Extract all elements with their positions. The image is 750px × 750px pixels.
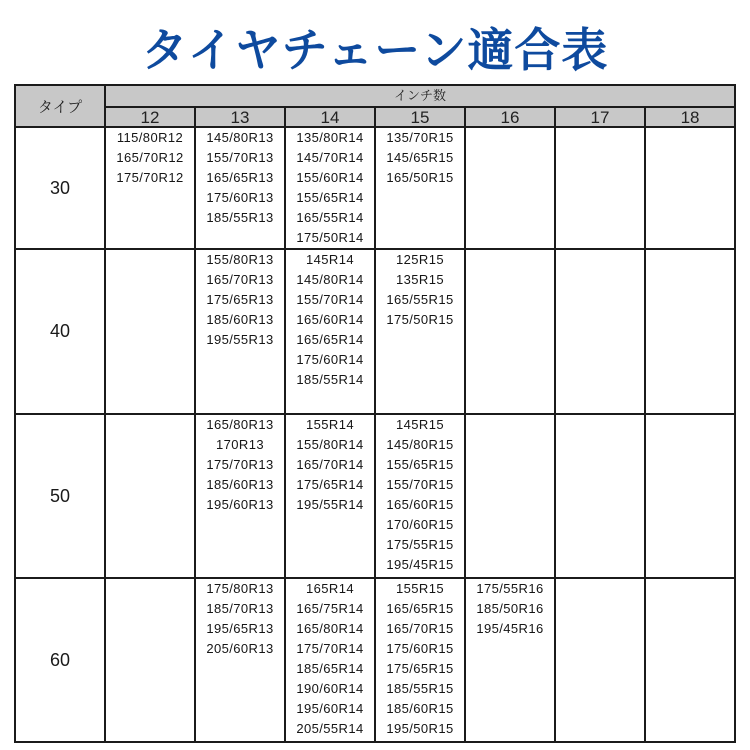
size-cell-40-15 bbox=[375, 249, 465, 414]
size-cell-40-17 bbox=[555, 249, 645, 414]
tire-size: 195/60R14 bbox=[296, 701, 364, 716]
tire-size: 170/60R15 bbox=[386, 517, 454, 532]
inch-header-15: 15 bbox=[375, 107, 465, 127]
size-cell-60-14 bbox=[285, 578, 375, 742]
table-body bbox=[15, 127, 735, 742]
tire-size: 135R15 bbox=[396, 272, 444, 287]
type-column-header: タイプ bbox=[15, 85, 105, 127]
tire-size: 145/80R15 bbox=[386, 437, 454, 452]
tire-size: 175/50R15 bbox=[386, 312, 454, 327]
size-cell-60-13 bbox=[195, 578, 285, 742]
size-cell-30-14 bbox=[285, 127, 375, 249]
type-label: 50 bbox=[15, 414, 105, 578]
inch-header-12: 12 bbox=[105, 107, 195, 127]
tire-size: 135/70R15 bbox=[386, 130, 454, 145]
tire-size: 155/70R15 bbox=[386, 477, 454, 492]
tire-size: 165/65R15 bbox=[386, 601, 454, 616]
tire-size: 185/60R13 bbox=[206, 477, 274, 492]
tire-size: 115/80R12 bbox=[116, 130, 184, 145]
inch-header-16: 16 bbox=[465, 107, 555, 127]
tire-chain-fit-table bbox=[14, 84, 736, 743]
tire-size: 175/60R13 bbox=[206, 190, 274, 205]
size-cell-50-16 bbox=[465, 414, 555, 578]
tire-size: 155/65R14 bbox=[296, 190, 364, 205]
tire-size: 175/65R13 bbox=[206, 292, 274, 307]
size-cell-50-15 bbox=[375, 414, 465, 578]
tire-size: 195/60R13 bbox=[206, 497, 274, 512]
tire-size: 205/60R13 bbox=[206, 641, 274, 656]
size-cell-60-16 bbox=[465, 578, 555, 742]
tire-size: 165/70R13 bbox=[206, 272, 274, 287]
tire-size: 165/70R15 bbox=[386, 621, 454, 636]
tire-size: 205/55R14 bbox=[296, 721, 364, 736]
tire-size: 155R14 bbox=[306, 417, 354, 432]
size-cell-30-18 bbox=[645, 127, 735, 249]
tire-size: 165/55R14 bbox=[296, 210, 364, 225]
tire-size: 145R15 bbox=[396, 417, 444, 432]
tire-size: 175/60R15 bbox=[386, 641, 454, 656]
size-cell-50-18 bbox=[645, 414, 735, 578]
tire-size: 165/65R14 bbox=[296, 332, 364, 347]
tire-size: 145/65R15 bbox=[386, 150, 454, 165]
tire-size: 185/60R13 bbox=[206, 312, 274, 327]
size-cell-50-17 bbox=[555, 414, 645, 578]
size-cell-30-13 bbox=[195, 127, 285, 249]
tire-size: 185/50R16 bbox=[476, 601, 544, 616]
tire-size: 165/65R13 bbox=[206, 170, 274, 185]
size-cell-40-14 bbox=[285, 249, 375, 414]
tire-size: 175/55R16 bbox=[476, 581, 544, 596]
inch-group-header: インチ数 bbox=[105, 85, 735, 107]
tire-size: 155R15 bbox=[396, 581, 444, 596]
tire-size: 175/55R15 bbox=[386, 537, 454, 552]
size-cell-50-12 bbox=[105, 414, 195, 578]
size-cell-60-12 bbox=[105, 578, 195, 742]
size-cell-40-13 bbox=[195, 249, 285, 414]
size-cell-30-15 bbox=[375, 127, 465, 249]
tire-size: 175/60R14 bbox=[296, 352, 364, 367]
tire-size: 190/60R14 bbox=[296, 681, 364, 696]
tire-size: 175/50R14 bbox=[296, 230, 364, 245]
inch-header-17: 17 bbox=[555, 107, 645, 127]
tire-size: 175/70R14 bbox=[296, 641, 364, 656]
tire-size: 195/45R15 bbox=[386, 557, 454, 572]
size-cell-30-17 bbox=[555, 127, 645, 249]
tire-size: 185/70R13 bbox=[206, 601, 274, 616]
tire-size: 145R14 bbox=[306, 252, 354, 267]
tire-size: 170R13 bbox=[216, 437, 264, 452]
tire-size: 195/55R13 bbox=[206, 332, 274, 347]
size-cell-30-12 bbox=[105, 127, 195, 249]
tire-size: 155/70R13 bbox=[206, 150, 274, 165]
type-label: 40 bbox=[15, 249, 105, 414]
tire-size: 175/65R15 bbox=[386, 661, 454, 676]
tire-size: 195/50R15 bbox=[386, 721, 454, 736]
size-header-row bbox=[15, 107, 735, 127]
tire-size: 185/55R13 bbox=[206, 210, 274, 225]
size-cell-30-16 bbox=[465, 127, 555, 249]
size-cell-50-14 bbox=[285, 414, 375, 578]
tire-size: 155/60R14 bbox=[296, 170, 364, 185]
tire-size: 135/80R14 bbox=[296, 130, 364, 145]
tire-size: 185/60R15 bbox=[386, 701, 454, 716]
tire-size: 165/50R15 bbox=[386, 170, 454, 185]
tire-size: 165/55R15 bbox=[386, 292, 454, 307]
tire-size: 155/80R13 bbox=[206, 252, 274, 267]
table-row-type-30 bbox=[15, 127, 735, 249]
table-row-type-60 bbox=[15, 578, 735, 742]
size-cell-40-12 bbox=[105, 249, 195, 414]
size-cell-60-15 bbox=[375, 578, 465, 742]
size-cell-40-18 bbox=[645, 249, 735, 414]
tire-size: 155/70R14 bbox=[296, 292, 364, 307]
type-label: 30 bbox=[15, 127, 105, 249]
table-row-type-50 bbox=[15, 414, 735, 578]
tire-size: 195/65R13 bbox=[206, 621, 274, 636]
inch-header-18: 18 bbox=[645, 107, 735, 127]
tire-size: 125R15 bbox=[396, 252, 444, 267]
size-cell-50-13 bbox=[195, 414, 285, 578]
tire-size: 165/60R14 bbox=[296, 312, 364, 327]
inch-header-13: 13 bbox=[195, 107, 285, 127]
tire-size: 165/80R14 bbox=[296, 621, 364, 636]
tire-size: 165/70R12 bbox=[116, 150, 184, 165]
size-cell-40-16 bbox=[465, 249, 555, 414]
tire-size: 165/70R14 bbox=[296, 457, 364, 472]
tire-size: 155/65R15 bbox=[386, 457, 454, 472]
table-row-type-40 bbox=[15, 249, 735, 414]
tire-size: 185/55R14 bbox=[296, 372, 364, 387]
tire-size: 145/80R14 bbox=[296, 272, 364, 287]
type-label: 60 bbox=[15, 578, 105, 742]
tire-size: 195/45R16 bbox=[476, 621, 544, 636]
tire-size: 185/55R15 bbox=[386, 681, 454, 696]
size-cell-60-18 bbox=[645, 578, 735, 742]
size-cell-60-17 bbox=[555, 578, 645, 742]
tire-size: 165/80R13 bbox=[206, 417, 274, 432]
inch-header-14: 14 bbox=[285, 107, 375, 127]
tire-size: 155/80R14 bbox=[296, 437, 364, 452]
page-title: タイヤチェーン適合表 bbox=[141, 23, 609, 77]
tire-size: 165/60R15 bbox=[386, 497, 454, 512]
tire-size: 175/80R13 bbox=[206, 581, 274, 596]
tire-size: 175/70R13 bbox=[206, 457, 274, 472]
tire-size: 145/70R14 bbox=[296, 150, 364, 165]
tire-size: 175/65R14 bbox=[296, 477, 364, 492]
tire-size: 185/65R14 bbox=[296, 661, 364, 676]
tire-size: 165/75R14 bbox=[296, 601, 364, 616]
tire-size: 175/70R12 bbox=[116, 170, 184, 185]
tire-size: 145/80R13 bbox=[206, 130, 274, 145]
tire-size: 195/55R14 bbox=[296, 497, 364, 512]
tire-size: 165R14 bbox=[306, 581, 354, 596]
